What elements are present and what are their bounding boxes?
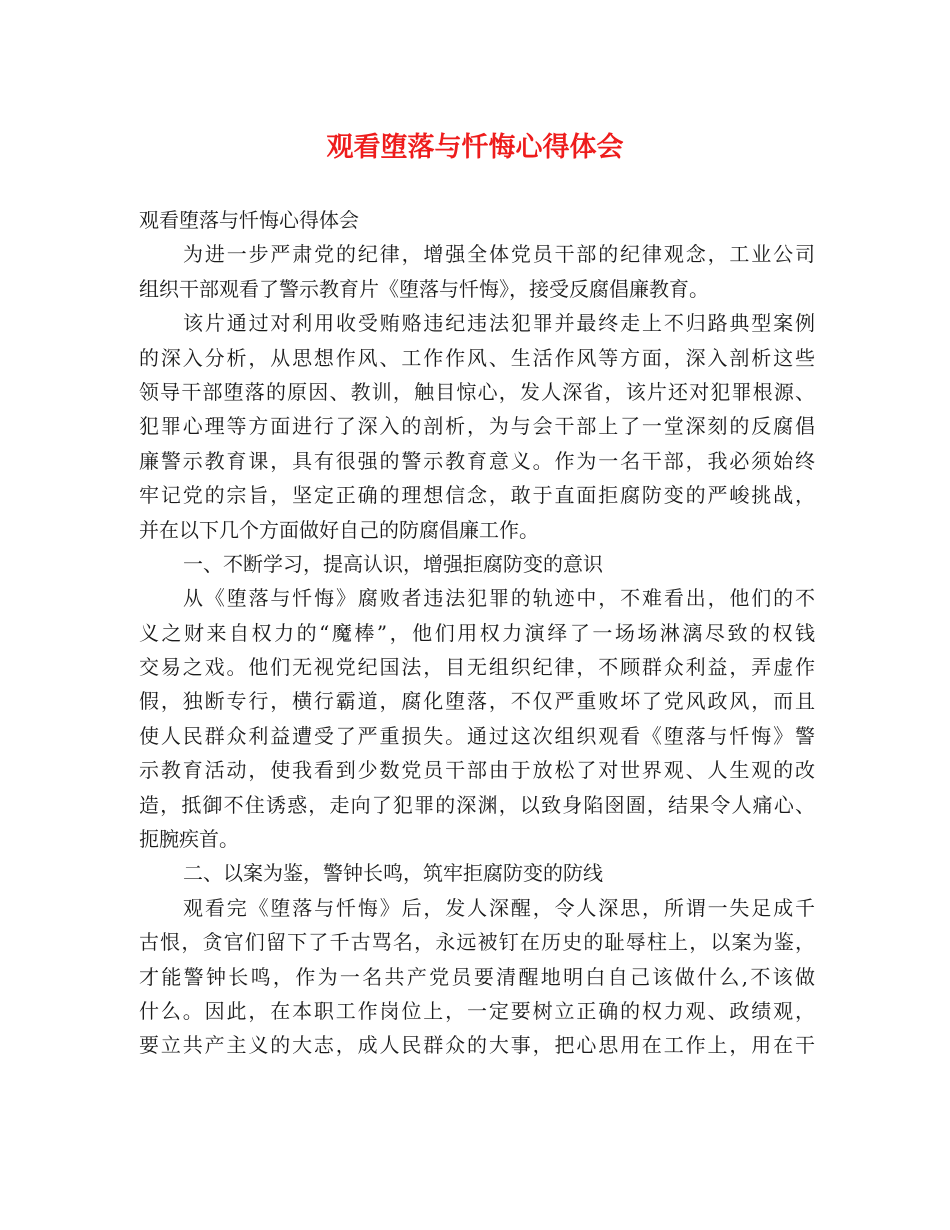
body-line: 廉警示教育课，具有很强的警示教育意义。作为一名干部，我必须始终 xyxy=(139,448,815,473)
body-line: 犯罪心理等方面进行了深入的剖析，为与会干部上了一堂深刻的反腐倡 xyxy=(139,414,815,439)
body-line: 观看堕落与忏悔心得体会 xyxy=(139,208,359,232)
document-body xyxy=(139,203,815,1063)
document-title: 观看堕落与忏悔心得体会 xyxy=(326,132,624,163)
body-line: 什么。因此，在本职工作岗位上，一定要树立正确的权力观、政绩观， xyxy=(139,998,815,1023)
body-line: 要立共产主义的大志，成人民群众的大事，把心思用在工作上，用在干 xyxy=(139,1033,815,1058)
body-line: 的深入分析，从思想作风、工作作风、生活作风等方面，深入剖析这些 xyxy=(139,345,815,370)
body-line: 为进一步严肃党的纪律，增强全体党员干部的纪律观念，工业公司 xyxy=(183,242,815,267)
body-line: 才能警钟长鸣，作为一名共产党员要清醒地明白自己该做什么,不该做 xyxy=(139,964,815,989)
body-line: 一、不断学习，提高认识，增强拒腐防变的意识 xyxy=(183,551,603,576)
body-line: 牢记党的宗旨，坚定正确的理想信念，敢于直面拒腐防变的严峻挑战， xyxy=(139,483,815,508)
body-line: 义之财来自权力的“魔棒”，他们用权力演绎了一场场淋漓尽致的权钱 xyxy=(139,620,815,645)
body-line: 使人民群众利益遭受了严重损失。通过这次组织观看《堕落与忏悔》警 xyxy=(139,723,815,748)
body-line: 组织干部观看了警示教育片《堕落与忏悔》，接受反腐倡廉教育。 xyxy=(139,276,709,301)
body-line: 扼腕疾首。 xyxy=(139,827,239,852)
body-line: 二、以案为鉴，警钟长鸣，筑牢拒腐防变的防线 xyxy=(183,861,603,886)
body-line: 交易之戏。他们无视党纪国法，目无组织纪律，不顾群众利益，弄虚作 xyxy=(139,655,815,680)
body-line: 古恨，贪官们留下了千古骂名，永远被钉在历史的耻辱柱上，以案为鉴， xyxy=(139,930,815,955)
body-line: 造，抵御不住诱惑，走向了犯罪的深渊，以致身陷囹圄，结果令人痛心、 xyxy=(139,792,815,817)
body-line: 并在以下几个方面做好自己的防腐倡廉工作。 xyxy=(139,517,539,542)
body-line: 示教育活动，使我看到少数党员干部由于放松了对世界观、人生观的改 xyxy=(139,758,815,783)
body-line: 假，独断专行，横行霸道，腐化堕落，不仅严重败坏了党风政风，而且 xyxy=(139,689,815,714)
body-line: 该片通过对利用收受贿赂违纪违法犯罪并最终走上不归路典型案例 xyxy=(183,311,815,336)
body-line: 领导干部堕落的原因、教训，触目惊心，发人深省，该片还对犯罪根源、 xyxy=(139,379,815,404)
body-line: 从《堕落与忏悔》腐败者违法犯罪的轨迹中，不难看出，他们的不 xyxy=(183,586,815,611)
body-line: 观看完《堕落与忏悔》后，发人深醒，令人深思，所谓一失足成千 xyxy=(183,895,815,920)
